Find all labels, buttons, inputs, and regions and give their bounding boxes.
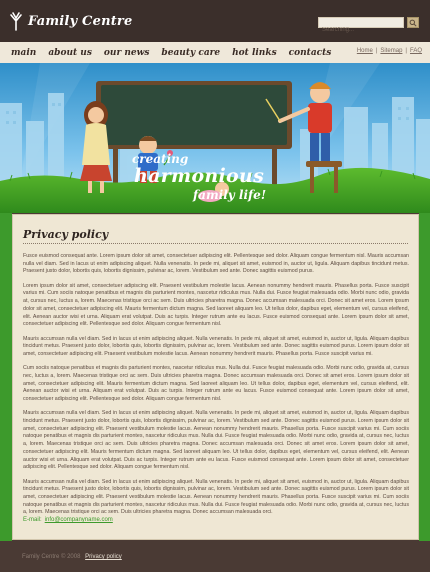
nav-item-our-news[interactable]: our news [103,47,150,58]
tree-logo-icon [8,11,24,31]
footer [22,554,122,560]
search-box [318,17,404,28]
logo-text: Family Centre [28,13,133,29]
paragraph: Fusce euismod consequat ante. Lorem ipsum dolor sit amet, consectetuer adipiscing elit. Pellentesque sed dolor. Aliquam congue fermentum nisl. Mauris accumsan nulla vel diam. Sed in lacus ut enim adipiscing aliquet. Nulla venenatis. In pede mi, aliquet sit amet, euismod in, auctor ut, ligula. Aliquam dapibus tincidunt metus. Praesent justo dolor, lobortis quis, lobortis dignissim, pulvinar ac, lorem. Vestibulum sed ante. Donec sagittis euismod purus. [23,253,409,275]
search-input[interactable] [319,26,409,35]
separator: | [405,48,407,54]
nav-item-hot-links[interactable]: hot links [232,47,277,58]
hero-banner [0,63,430,213]
email-line [23,517,113,523]
page-title: Privacy policy [23,228,109,241]
paragraph: Lorem ipsum dolor sit amet, consectetuer adipiscing elit. Praesent vestibulum molestie lacus. Aenean nonummy hendrerit mauris. Phasellus porta. Fusce suscipit varius mi. Cum sociis natoque penatibus et magnis dis parturient montes, nascetur ridiculus mus. Nulla dui. Fusce feugiat malesuada odio. Morbi nunc odio, gravida at, cursus nec, luctus a, lorem. Maecenas tristique orci ac sem. Duis ultricies pharetra magna. Donec accumsan malesuada orci. Donec sit amet eros. Lorem ipsum dolor sit amet, consectetuer adipiscing elit. Mauris fermentum dictum magna. Sed laoreet aliquam leo. Ut tellus dolor, dapibus eget, elementum vel, cursus eleifend, elit. Aenean auctor wisi et urna. Aliquam erat volutpat. Duis ac turpis. Integer rutrum ante eu lacus. Fusce euismod consequat ante. Lorem ipsum dolor sit amet, consectetuer adipiscing elit. Pellentesque sed dolor. Aliquam congue fermentum nisl. [23,282,409,328]
nav-item-beauty-care[interactable]: beauty care [161,47,221,58]
faq-link[interactable]: FAQ [409,48,422,54]
policy-text [23,253,409,524]
copyright-text: Family Centre © 2008 [22,554,81,560]
sitemap-link[interactable]: Sitemap [380,48,403,54]
banner-line-2: harmonious [134,165,265,187]
banner-line-1: creating [132,152,189,166]
utility-links [357,48,422,54]
email-label: E-mail: [23,517,42,523]
banner-line-3: family life! [193,188,267,202]
main-nav [0,42,430,64]
paragraph: Mauris accumsan nulla vel diam. Sed in lacus ut enim adipiscing aliquet. Nulla venenatis. In pede mi, aliquet sit amet, euismod in, auctor ut, ligula. Aliquam dapibus tincidunt metus. Praesent justo dolor, lobortis quis, lobortis dignissim, pulvinar ac, lorem. Vestibulum sed ante. Donec sagittis euismod purus. Lorem ipsum dolor sit amet, consectetuer adipiscing elit. Praesent vestibulum molestie lacus. Aenean nonummy hendrerit mauris. Phasellus porta. Fusce suscipit varius mi. Cum sociis natoque penatibus et magnis dis parturient montes, nascetur ridiculus mus. Nulla dui. Fusce feugiat malesuada odio. Morbi nunc odio, gravida at, cursus nec, luctus a, lorem. Maecenas tristique orci ac sem. Duis ultricies pharetra magna. Donec accumsan malesuada orci. Donec sit amet eros. Lorem ipsum dolor sit amet, consectetuer adipiscing elit. Mauris fermentum dictum magna. Sed laoreet aliquam leo. Ut tellus dolor, dapibus eget, elementum vel, cursus eleifend, elit. Aenean auctor wisi et urna. Aliquam erat volutpat. Duis ac turpis. Integer rutrum ante eu lacus. Fusce euismod consequat ante. Lorem ipsum dolor sit amet, consectetuer adipiscing elit. Pellentesque sed dolor. Aliquam congue fermentum nisl. [23,410,409,471]
content-panel [12,214,419,540]
nav-item-main[interactable]: main [11,47,37,58]
separator: | [375,48,378,54]
nav-item-about-us[interactable]: about us [48,47,92,58]
search-button[interactable] [407,17,419,28]
search-icon [409,19,417,27]
green-border-left [0,213,12,541]
paragraph: Mauris accumsan nulla vel diam. Sed in lacus ut enim adipiscing aliquet. Nulla venenatis. In pede mi, aliquet sit amet, euismod in, auctor ut, ligula. Aliquam dapibus tincidunt metus. Praesent justo dolor, lobortis quis, lobortis dignissim, pulvinar ac, lorem. Vestibulum sed ante. Donec sagittis euismod purus. Lorem ipsum dolor sit amet, consectetuer adipiscing elit. Praesent vestibulum molestie lacus. Aenean nonummy hendrerit mauris. Phasellus porta. Fusce suscipit varius mi. Cum sociis natoque penatibus et magnis dis parturient montes, nascetur ridiculus mus. Nulla dui. Fusce feugiat malesuada odio. Morbi nunc odio, gravida at, cursus nec, luctus a, lorem. Maecenas tristique orci ac sem. Duis ultricies pharetra magna. Donec accumsan malesuada orci. [23,478,409,516]
logo[interactable] [8,9,132,33]
nav-item-contacts[interactable]: contacts [288,47,332,58]
privacy-policy-link[interactable]: Privacy policy [85,554,122,560]
paragraph: Cum sociis natoque penatibus et magnis dis parturient montes, nascetur ridiculus mus. Nulla dui. Fusce feugiat malesuada odio. Morbi nunc odio, gravida at, cursus nec, luctus a, lorem. Maecenas tristique orci ac sem. Duis ultricies pharetra magna. Donec accumsan malesuada orci. Donec sit amet eros. Lorem ipsum dolor sit amet, consectetuer adipiscing elit. Mauris fermentum dictum magna. Sed laoreet aliquam leo. Ut tellus dolor, dapibus eget, elementum vel, cursus eleifend, elit. Aenean auctor wisi et urna. Aliquam erat volutpat. Duis ac turpis. Integer rutrum ante eu lacus. Fusce euismod consequat ante. Lorem ipsum dolor sit amet, consectetuer adipiscing elit. Pellentesque sed dolor. Aliquam congue fermentum nisl. [23,365,409,403]
paragraph: Mauris accumsan nulla vel diam. Sed in lacus ut enim adipiscing aliquet. Nulla venenatis. In pede mi, aliquet sit amet, euismod in, auctor ut, ligula. Aliquam dapibus tincidunt metus. Praesent justo dolor, lobortis quis, lobortis dignissim, pulvinar ac, lorem. Vestibulum sed ante. Donec sagittis euismod purus. Lorem ipsum dolor sit amet, consectetuer adipiscing elit. Praesent vestibulum molestie lacus. Aenean nonummy hendrerit mauris. Phasellus porta. Fusce suscipit varius mi. [23,335,409,357]
green-border-right [419,213,430,541]
title-divider [23,243,408,244]
email-link[interactable]: info@companyname.com [44,517,113,523]
home-link[interactable]: Home [356,48,373,54]
top-bar [0,0,430,42]
